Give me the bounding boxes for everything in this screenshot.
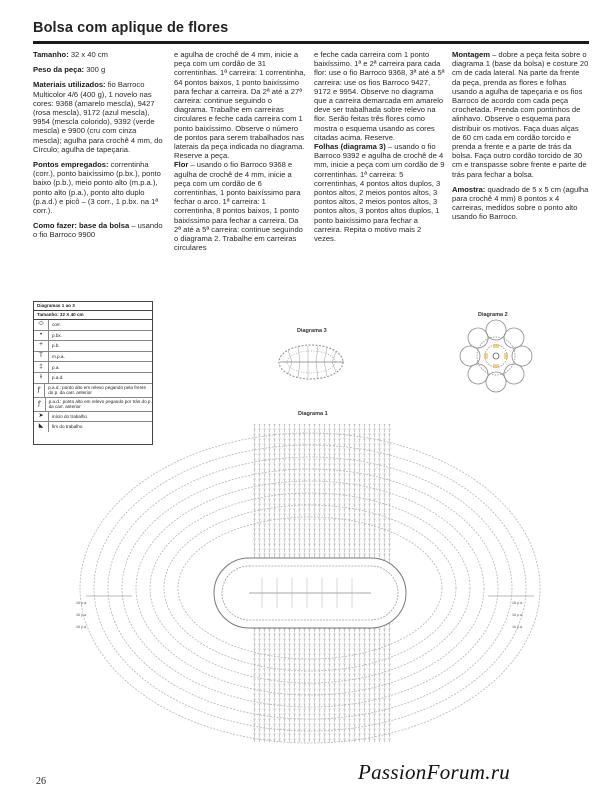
legend-row — [34, 341, 152, 352]
legend-label: fim do trabalho — [52, 424, 83, 430]
svg-text:16 p.a.: 16 p.a. — [512, 613, 523, 617]
leaves-label: Folhas (diagrama 3) — [314, 142, 386, 152]
legend-symbol: ➤ — [34, 412, 49, 422]
flower-diagram — [458, 318, 534, 394]
size-label: Tamanho: — [33, 50, 69, 59]
diagram-2-label: Diagrama 2 — [478, 312, 508, 318]
bag-base-diagram — [72, 418, 548, 748]
column-1 — [33, 50, 165, 246]
legend-label: m.p.a. — [52, 354, 65, 360]
weight-value: 300 g — [84, 65, 106, 75]
legend-row — [34, 398, 152, 412]
svg-text:16 p.a.: 16 p.a. — [512, 601, 523, 605]
legend-row — [34, 373, 152, 384]
column-2 — [174, 50, 307, 258]
legend-symbol: ⫲ — [34, 373, 49, 383]
base-instructions: e agulha de crochê de 4 mm, inicie a peça com um cordão de 31 correntinhas. 1ª carreira: 1 correntinha, 64 pontos baixos, 1 ponto baixíssimo para fechar a carreira. Da 2ª até a 27ª carreira: continue seguindo o diagrama. Trabalhe em carreiras circulares e feche cada carreira com 1 ponto baixíssimo. Observe o número de pontos para serem trabalhados nas laterais da peça indicada no diagrama. Reserve a peça. — [174, 50, 306, 161]
materials-label: Materiais utilizados: — [33, 80, 106, 90]
legend-symbol: T — [34, 352, 49, 362]
weight-label: Peso da peça: — [33, 65, 85, 75]
assembly-label: Montagem — [452, 50, 490, 59]
legend-symbol: ꝭ — [34, 398, 46, 411]
stitches-label: Pontos empregados: — [33, 160, 109, 170]
legend-label: p.a.d.: ponto alto em relevo pegando pela frente do p. da carr. anterior — [48, 385, 147, 396]
assembly-text: – dobre a peça feita sobre o diagrama 1 (base da bolsa) e costure 20 cm de cada lateral. Na parte da frente da peça, prenda as flores e folhas usando a agulha de tapeçaria e os fios Barroco de acordo com cada peça crochetada. Prenda com pontinhos de alinhavo. Observe o esquema para distribuir os motivos. Faça duas alças de 60 cm cada em cordão torcido e prenda a frente e a parte de trás da bolsa. Faça outro cordão torcido de 30 cm e transpasse sobre frente e parte de trás para fechar a bolsa. — [452, 50, 589, 179]
column-3 — [314, 50, 445, 249]
legend-symbol: ‡ — [34, 362, 49, 372]
watermark: PassionForum.ru — [358, 760, 511, 784]
legend-size: Tamanho: 32 X 40 cm — [34, 311, 152, 320]
how-to-text: – usando o fio Barroco 9900 — [33, 221, 163, 240]
svg-text:16 p.a.: 16 p.a. — [76, 613, 87, 617]
size-value: 32 x 40 cm — [68, 50, 108, 59]
materials-text: fio Barroco Multicolor 4/6 (400 g), 1 novelo nas cores: 9368 (amarelo mescla), 9427 (rosa mescla), 9172 (azul mescla), 9954 (mescla colorido), 9392 (verde mescla) e 9900 (cru com cinza mescla); agulha para crochê 4 mm, do Círculo; agulha de tapeçaria. — [33, 80, 163, 154]
legend-label: início do trabalho — [52, 413, 87, 419]
legend-row — [34, 320, 152, 331]
legend-row — [34, 352, 152, 363]
page-number: 26 — [36, 776, 46, 787]
leaf-diagram — [272, 336, 350, 388]
legend-row — [34, 362, 152, 373]
legend-label: p.a. — [52, 364, 60, 370]
legend-symbol: ⬭ — [34, 320, 49, 330]
gauge-text: quadrado de 5 x 5 cm (agulha para crochê 4 mm) 8 pontos x 4 carreiras, medidos sobre o ponto alto usando fio Barroco. — [452, 184, 589, 222]
title-rule — [33, 41, 589, 44]
legend-label: p.b. — [52, 343, 60, 349]
legend-symbol: ◣ — [34, 422, 49, 432]
legend-row — [34, 331, 152, 342]
legend-label: corr. — [52, 322, 61, 328]
diagram-3-label: Diagrama 3 — [297, 328, 327, 334]
legend-label: p.a.d. — [52, 375, 64, 381]
legend-header: Diagramas 1 ao 3 — [34, 302, 152, 311]
leaves-instructions: – usando o fio Barroco 9392 e agulha de crochê de 4 mm, inicie a peça com um cordão de 9 correntinhas. 1ª carreira: 5 correntinhas, 4 pontos altos duplos, 3 pontos altos, 2 meios pontos altos, 3 pontos altos, 2 meios pontos altos, 3 pontos altos, 3 pontos altos duplos, 1 ponto baixíssimo para fechar a carreira. Repita o motivo mais 2 vezes. — [314, 142, 445, 244]
stitches-text: correntinha (corr.), ponto baixíssimo (p.bx.), ponto baixo (p.b.), meio ponto alto (m.p.a.), ponto alto (p.a.), ponto alto duplo (p.a.d.) e picô – (3 corr., 1 p.bx. na 1ª corr.). — [33, 160, 161, 216]
flower-label: Flor — [174, 160, 189, 170]
legend-label: p.bx. — [52, 332, 62, 338]
svg-text:16 p.a.: 16 p.a. — [512, 625, 523, 629]
page-title: Bolsa com aplique de flores — [33, 20, 229, 36]
flower-instructions: – usando o fio Barroco 9368 e agulha de crochê de 4 mm, inicie a peça com um cordão de 6 correntinhas, 1 ponto baixíssimo para fechar o arco. 1ª carreira: 1 correntinha, 8 pontos baixos, 1 ponto baixíssimo para fechar a carreira. Da 2ª até a 5ª carreira: continue seguindo o diagrama 2. Trabalhe em carreiras circulares — [174, 160, 303, 253]
legend-symbol: + — [34, 341, 49, 351]
how-to-label: Como fazer: base da bolsa — [33, 221, 130, 231]
legend-row — [34, 384, 152, 398]
legend-label: p.a.d.: ponto alto em relevo pegando por trás do p. da carr. anterior — [48, 399, 152, 410]
legend-symbol: • — [34, 331, 49, 341]
column-4 — [452, 50, 589, 228]
flower-instructions-cont: e feche cada carreira com 1 ponto baixíssimo. 1ª e 2ª carreira para cada flor: use o fio Barroco 9368, 3ª até a 5ª carreira: use os fios Barroco 9427, 9172 e 9954. Observe no diagrama que a carreira demarcada em amarelo deve ser trabalhada sobre relevo na flor. Serão feitas três flores como mostra o esquema usando as cores citadas acima. Reserve. — [314, 50, 445, 142]
gauge-label: Amostra: — [452, 184, 486, 194]
legend-symbol: ꝭ — [34, 384, 45, 397]
svg-text:16 p.a.: 16 p.a. — [76, 625, 87, 629]
diagram-1-label: Diagrama 1 — [298, 411, 328, 417]
svg-text:16 p.a.: 16 p.a. — [76, 601, 87, 605]
